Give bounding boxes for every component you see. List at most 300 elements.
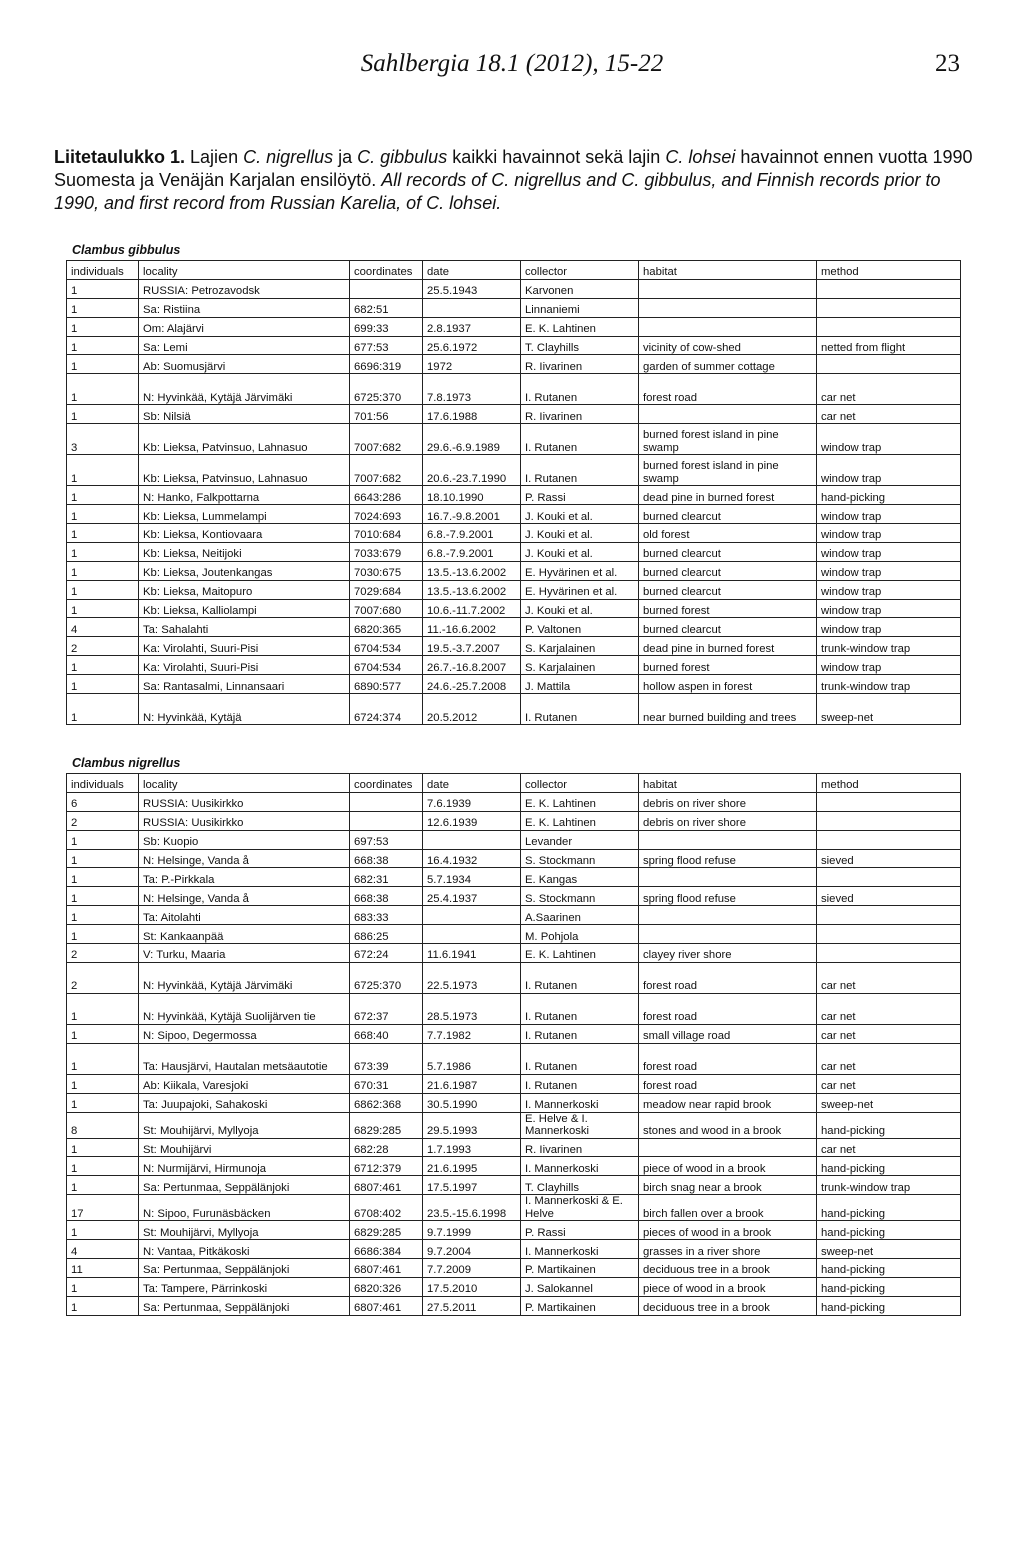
table-row xyxy=(67,1221,961,1240)
cell-collector: R. Iivarinen xyxy=(521,1138,639,1157)
cell-collector: I. Rutanen xyxy=(521,694,639,725)
cell-habitat: birch snag near a brook xyxy=(639,1176,817,1195)
table-row xyxy=(67,374,961,405)
cell-locality: Ka: Virolahti, Suuri-Pisi xyxy=(139,637,350,656)
cell-habitat: debris on river shore xyxy=(639,811,817,830)
cell-coordinates: 683:33 xyxy=(350,906,423,925)
table-row xyxy=(67,618,961,637)
cell-method: sweep-net xyxy=(817,1240,961,1259)
cell-method: sweep-net xyxy=(817,694,961,725)
cell-collector: P. Martikainen xyxy=(521,1259,639,1278)
cell-coordinates: 6820:365 xyxy=(350,618,423,637)
cell-habitat: burned clearcut xyxy=(639,580,817,599)
cell-habitat: deciduous tree in a brook xyxy=(639,1296,817,1315)
cell-collector: T. Clayhills xyxy=(521,336,639,355)
column-header-habitat: habitat xyxy=(639,774,817,793)
table-row xyxy=(67,1296,961,1315)
cell-method xyxy=(817,298,961,317)
cell-date: 20.6.-23.7.1990 xyxy=(423,455,521,486)
cell-date: 17.5.1997 xyxy=(423,1176,521,1195)
cell-collector: J. Salokannel xyxy=(521,1277,639,1296)
cell-method xyxy=(817,944,961,963)
cell-coordinates: 672:24 xyxy=(350,944,423,963)
cell-date: 19.5.-3.7.2007 xyxy=(423,637,521,656)
cell-locality: Kb: Lieksa, Joutenkangas xyxy=(139,561,350,580)
cell-individuals: 1 xyxy=(67,1157,139,1176)
column-header-date: date xyxy=(423,261,521,280)
cell-method xyxy=(817,279,961,298)
table-row xyxy=(67,505,961,524)
cell-method xyxy=(817,925,961,944)
cell-habitat: burned forest island in pine swamp xyxy=(639,455,817,486)
table-row xyxy=(67,486,961,505)
cell-habitat: birch fallen over a brook xyxy=(639,1195,817,1221)
cell-individuals: 4 xyxy=(67,618,139,637)
cell-locality: Sb: Nilsiä xyxy=(139,405,350,424)
cell-collector: E. K. Lahtinen xyxy=(521,317,639,336)
cell-date: 24.6.-25.7.2008 xyxy=(423,675,521,694)
cell-collector: E. K. Lahtinen xyxy=(521,944,639,963)
cell-method: window trap xyxy=(817,424,961,455)
cell-method: car net xyxy=(817,1024,961,1043)
cell-method: window trap xyxy=(817,656,961,675)
table-header-row xyxy=(67,774,961,793)
cell-coordinates: 6807:461 xyxy=(350,1176,423,1195)
cell-date: 5.7.1934 xyxy=(423,868,521,887)
table-row xyxy=(67,1240,961,1259)
cell-habitat: burned clearcut xyxy=(639,505,817,524)
cell-method xyxy=(817,792,961,811)
table-row xyxy=(67,944,961,963)
cell-habitat: small village road xyxy=(639,1024,817,1043)
cell-locality: Ta: Sahalahti xyxy=(139,618,350,637)
table-row xyxy=(67,792,961,811)
cell-individuals: 1 xyxy=(67,1296,139,1315)
cell-habitat: dead pine in burned forest xyxy=(639,486,817,505)
cell-locality: St: Mouhijärvi, Myllyoja xyxy=(139,1112,350,1138)
cell-locality: Sa: Rantasalmi, Linnansaari xyxy=(139,675,350,694)
cell-coordinates: 6862:368 xyxy=(350,1093,423,1112)
cell-date: 30.5.1990 xyxy=(423,1093,521,1112)
column-header-collector: collector xyxy=(521,261,639,280)
column-header-individuals: individuals xyxy=(67,774,139,793)
cell-coordinates: 682:28 xyxy=(350,1138,423,1157)
cell-date: 5.7.1986 xyxy=(423,1043,521,1074)
cell-locality: N: Hyvinkää, Kytäjä xyxy=(139,694,350,725)
cell-method: window trap xyxy=(817,561,961,580)
cell-locality: RUSSIA: Petrozavodsk xyxy=(139,279,350,298)
table-row xyxy=(67,1024,961,1043)
table-caption xyxy=(54,146,974,215)
cell-method: window trap xyxy=(817,524,961,543)
cell-individuals: 1 xyxy=(67,675,139,694)
table-row xyxy=(67,993,961,1024)
cell-individuals: 1 xyxy=(67,1138,139,1157)
table-row xyxy=(67,1043,961,1074)
cell-habitat: debris on river shore xyxy=(639,792,817,811)
column-header-individuals: individuals xyxy=(67,261,139,280)
cell-individuals: 1 xyxy=(67,355,139,374)
cell-locality: Kb: Lieksa, Kontiovaara xyxy=(139,524,350,543)
column-header-locality: locality xyxy=(139,774,350,793)
cell-locality: N: Vantaa, Pitkäkoski xyxy=(139,1240,350,1259)
cell-coordinates: 682:31 xyxy=(350,868,423,887)
cell-coordinates: 7029:684 xyxy=(350,580,423,599)
table-row xyxy=(67,1112,961,1138)
cell-individuals: 1 xyxy=(67,1093,139,1112)
cell-habitat: deciduous tree in a brook xyxy=(639,1259,817,1278)
cell-locality: Ab: Suomusjärvi xyxy=(139,355,350,374)
cell-date: 28.5.1973 xyxy=(423,993,521,1024)
cell-habitat xyxy=(639,405,817,424)
cell-individuals: 1 xyxy=(67,694,139,725)
table-row xyxy=(67,424,961,455)
table-row xyxy=(67,849,961,868)
cell-collector: T. Clayhills xyxy=(521,1176,639,1195)
cell-date: 11.6.1941 xyxy=(423,944,521,963)
cell-individuals: 17 xyxy=(67,1195,139,1221)
cell-individuals: 1 xyxy=(67,317,139,336)
cell-locality: N: Sipoo, Furunäsbäcken xyxy=(139,1195,350,1221)
cell-method: window trap xyxy=(817,580,961,599)
cell-coordinates: 673:39 xyxy=(350,1043,423,1074)
column-header-method: method xyxy=(817,261,961,280)
cell-individuals: 1 xyxy=(67,868,139,887)
cell-habitat xyxy=(639,298,817,317)
cell-method: car net xyxy=(817,1138,961,1157)
table-row xyxy=(67,455,961,486)
cell-individuals: 1 xyxy=(67,279,139,298)
cell-individuals: 6 xyxy=(67,792,139,811)
cell-individuals: 1 xyxy=(67,656,139,675)
cell-coordinates: 6829:285 xyxy=(350,1112,423,1138)
cell-coordinates: 6708:402 xyxy=(350,1195,423,1221)
cell-individuals: 1 xyxy=(67,542,139,561)
cell-date: 22.5.1973 xyxy=(423,962,521,993)
cell-method xyxy=(817,906,961,925)
cell-habitat: old forest xyxy=(639,524,817,543)
cell-date: 6.8.-7.9.2001 xyxy=(423,524,521,543)
table-row xyxy=(67,1195,961,1221)
cell-habitat xyxy=(639,830,817,849)
column-header-method: method xyxy=(817,774,961,793)
column-header-date: date xyxy=(423,774,521,793)
cell-individuals: 2 xyxy=(67,962,139,993)
cell-habitat: hollow aspen in forest xyxy=(639,675,817,694)
cell-habitat: dead pine in burned forest xyxy=(639,637,817,656)
cell-locality: RUSSIA: Uusikirkko xyxy=(139,792,350,811)
cell-collector: I. Rutanen xyxy=(521,993,639,1024)
cell-date: 2.8.1937 xyxy=(423,317,521,336)
cell-individuals: 1 xyxy=(67,1074,139,1093)
cell-individuals: 1 xyxy=(67,887,139,906)
cell-habitat: burned clearcut xyxy=(639,561,817,580)
cell-date: 25.4.1937 xyxy=(423,887,521,906)
cell-method xyxy=(817,830,961,849)
cell-habitat: piece of wood in a brook xyxy=(639,1277,817,1296)
cell-collector: Levander xyxy=(521,830,639,849)
cell-individuals: 1 xyxy=(67,1043,139,1074)
cell-locality: Ab: Kiikala, Varesjoki xyxy=(139,1074,350,1093)
cell-coordinates xyxy=(350,792,423,811)
cell-date: 25.6.1972 xyxy=(423,336,521,355)
cell-individuals: 11 xyxy=(67,1259,139,1278)
cell-date: 9.7.1999 xyxy=(423,1221,521,1240)
table-row xyxy=(67,336,961,355)
table-row xyxy=(67,1074,961,1093)
cell-individuals: 1 xyxy=(67,1176,139,1195)
table-row xyxy=(67,1093,961,1112)
cell-individuals: 1 xyxy=(67,505,139,524)
cell-individuals: 1 xyxy=(67,561,139,580)
cell-habitat xyxy=(639,906,817,925)
cell-date: 18.10.1990 xyxy=(423,486,521,505)
cell-habitat xyxy=(639,317,817,336)
cell-method xyxy=(817,811,961,830)
cell-coordinates: 6807:461 xyxy=(350,1296,423,1315)
cell-coordinates: 7030:675 xyxy=(350,561,423,580)
cell-date xyxy=(423,830,521,849)
table-row xyxy=(67,906,961,925)
cell-method: hand-picking xyxy=(817,1296,961,1315)
section-title-nigrellus: Clambus nigrellus xyxy=(72,756,181,770)
cell-coordinates: 682:51 xyxy=(350,298,423,317)
cell-individuals: 3 xyxy=(67,424,139,455)
cell-coordinates: 668:38 xyxy=(350,849,423,868)
table-row xyxy=(67,962,961,993)
cell-coordinates: 6829:285 xyxy=(350,1221,423,1240)
cell-coordinates xyxy=(350,811,423,830)
cell-date: 29.6.-6.9.1989 xyxy=(423,424,521,455)
cell-habitat: piece of wood in a brook xyxy=(639,1157,817,1176)
cell-date: 9.7.2004 xyxy=(423,1240,521,1259)
cell-date: 27.5.2011 xyxy=(423,1296,521,1315)
cell-coordinates: 670:31 xyxy=(350,1074,423,1093)
cell-method: hand-picking xyxy=(817,1277,961,1296)
cell-individuals: 1 xyxy=(67,906,139,925)
table-row xyxy=(67,868,961,887)
cell-collector: Karvonen xyxy=(521,279,639,298)
cell-locality: St: Mouhijärvi, Myllyoja xyxy=(139,1221,350,1240)
running-head: Sahlbergia 18.1 (2012), 15-22 xyxy=(360,50,664,77)
cell-locality: Ta: Aitolahti xyxy=(139,906,350,925)
cell-locality: Ta: Tampere, Pärrinkoski xyxy=(139,1277,350,1296)
cell-coordinates: 6696:319 xyxy=(350,355,423,374)
column-header-habitat: habitat xyxy=(639,261,817,280)
cell-individuals: 1 xyxy=(67,486,139,505)
cell-coordinates xyxy=(350,279,423,298)
cell-collector: I. Rutanen xyxy=(521,1074,639,1093)
table-row xyxy=(67,279,961,298)
cell-coordinates: 699:33 xyxy=(350,317,423,336)
cell-coordinates: 6704:534 xyxy=(350,656,423,675)
cell-habitat xyxy=(639,868,817,887)
cell-collector: I. Mannerkoski xyxy=(521,1157,639,1176)
table-row xyxy=(67,1138,961,1157)
table-row xyxy=(67,656,961,675)
cell-method: window trap xyxy=(817,618,961,637)
cell-locality: N: Helsinge, Vanda å xyxy=(139,849,350,868)
cell-coordinates: 7010:684 xyxy=(350,524,423,543)
cell-collector: I. Rutanen xyxy=(521,424,639,455)
cell-collector: J. Kouki et al. xyxy=(521,599,639,618)
cell-date: 7.6.1939 xyxy=(423,792,521,811)
cell-collector: J. Mattila xyxy=(521,675,639,694)
cell-locality: Kb: Lieksa, Lummelampi xyxy=(139,505,350,524)
cell-locality: N: Hyvinkää, Kytäjä Suolijärven tie xyxy=(139,993,350,1024)
cell-collector: R. Iivarinen xyxy=(521,405,639,424)
table-row xyxy=(67,637,961,656)
cell-method: hand-picking xyxy=(817,1112,961,1138)
cell-method: car net xyxy=(817,374,961,405)
cell-individuals: 4 xyxy=(67,1240,139,1259)
cell-locality: St: Kankaanpää xyxy=(139,925,350,944)
cell-locality: Sa: Ristiina xyxy=(139,298,350,317)
cell-collector: I. Rutanen xyxy=(521,1024,639,1043)
cell-date: 16.7.-9.8.2001 xyxy=(423,505,521,524)
cell-coordinates: 7007:680 xyxy=(350,599,423,618)
cell-habitat: grasses in a river shore xyxy=(639,1240,817,1259)
cell-individuals: 2 xyxy=(67,811,139,830)
cell-method: window trap xyxy=(817,542,961,561)
table-body xyxy=(67,792,961,1315)
table-nigrellus xyxy=(66,773,961,1316)
cell-locality: N: Hyvinkää, Kytäjä Järvimäki xyxy=(139,374,350,405)
table-row xyxy=(67,580,961,599)
cell-collector: E. Hyvärinen et al. xyxy=(521,561,639,580)
cell-collector: I. Rutanen xyxy=(521,1043,639,1074)
cell-collector: E. Helve & I. Mannerkoski xyxy=(521,1112,639,1138)
cell-collector: P. Rassi xyxy=(521,486,639,505)
cell-habitat: forest road xyxy=(639,1074,817,1093)
cell-habitat: burned forest island in pine swamp xyxy=(639,424,817,455)
cell-collector: P. Martikainen xyxy=(521,1296,639,1315)
caption-english: All records of C. nigrellus and C. gibbulus, and Finnish records prior to 1990, and first record from Russian Karelia, of C. lohsei. xyxy=(54,170,941,213)
cell-locality: St: Mouhijärvi xyxy=(139,1138,350,1157)
cell-individuals: 1 xyxy=(67,599,139,618)
cell-collector: R. Iivarinen xyxy=(521,355,639,374)
cell-date: 7.7.1982 xyxy=(423,1024,521,1043)
cell-method xyxy=(817,868,961,887)
cell-habitat: stones and wood in a brook xyxy=(639,1112,817,1138)
cell-habitat xyxy=(639,1138,817,1157)
table-row xyxy=(67,355,961,374)
cell-method: trunk-window trap xyxy=(817,637,961,656)
cell-collector: S. Stockmann xyxy=(521,887,639,906)
cell-individuals: 2 xyxy=(67,944,139,963)
cell-collector: I. Rutanen xyxy=(521,374,639,405)
cell-date: 11.-16.6.2002 xyxy=(423,618,521,637)
cell-collector: E. K. Lahtinen xyxy=(521,792,639,811)
cell-coordinates: 6686:384 xyxy=(350,1240,423,1259)
cell-date: 1.7.1993 xyxy=(423,1138,521,1157)
cell-method xyxy=(817,355,961,374)
cell-locality: N: Sipoo, Degermossa xyxy=(139,1024,350,1043)
cell-individuals: 1 xyxy=(67,993,139,1024)
cell-collector: M. Pohjola xyxy=(521,925,639,944)
cell-date: 26.7.-16.8.2007 xyxy=(423,656,521,675)
column-header-collector: collector xyxy=(521,774,639,793)
cell-individuals: 1 xyxy=(67,830,139,849)
table-row xyxy=(67,524,961,543)
cell-collector: I. Mannerkoski & E. Helve xyxy=(521,1195,639,1221)
cell-locality: Ta: P.-Pirkkala xyxy=(139,868,350,887)
cell-collector: I. Mannerkoski xyxy=(521,1093,639,1112)
cell-collector: P. Rassi xyxy=(521,1221,639,1240)
cell-method: car net xyxy=(817,993,961,1024)
cell-coordinates: 701:56 xyxy=(350,405,423,424)
cell-locality: Kb: Lieksa, Patvinsuo, Lahnasuo xyxy=(139,424,350,455)
table-row xyxy=(67,599,961,618)
cell-coordinates: 668:40 xyxy=(350,1024,423,1043)
cell-date: 13.5.-13.6.2002 xyxy=(423,561,521,580)
cell-method: sweep-net xyxy=(817,1093,961,1112)
caption-fi-species-2: C. gibbulus xyxy=(357,147,448,167)
cell-method: hand-picking xyxy=(817,1157,961,1176)
cell-habitat: burned forest xyxy=(639,599,817,618)
cell-collector: S. Stockmann xyxy=(521,849,639,868)
cell-individuals: 1 xyxy=(67,580,139,599)
cell-coordinates: 697:53 xyxy=(350,830,423,849)
cell-collector: J. Kouki et al. xyxy=(521,542,639,561)
caption-fi-1: Lajien xyxy=(185,147,244,167)
cell-coordinates: 6890:577 xyxy=(350,675,423,694)
cell-locality: Ta: Juupajoki, Sahakoski xyxy=(139,1093,350,1112)
table-row xyxy=(67,1176,961,1195)
cell-date: 25.5.1943 xyxy=(423,279,521,298)
cell-locality: Kb: Lieksa, Neitijoki xyxy=(139,542,350,561)
table-header-row xyxy=(67,261,961,280)
cell-habitat: meadow near rapid brook xyxy=(639,1093,817,1112)
cell-method: window trap xyxy=(817,599,961,618)
cell-method xyxy=(817,317,961,336)
cell-locality: Sa: Lemi xyxy=(139,336,350,355)
cell-habitat xyxy=(639,925,817,944)
cell-individuals: 1 xyxy=(67,455,139,486)
cell-coordinates: 6704:534 xyxy=(350,637,423,656)
cell-locality: Ka: Virolahti, Suuri-Pisi xyxy=(139,656,350,675)
table-row xyxy=(67,1259,961,1278)
cell-habitat: garden of summer cottage xyxy=(639,355,817,374)
cell-method: hand-picking xyxy=(817,1259,961,1278)
cell-locality: Om: Alajärvi xyxy=(139,317,350,336)
cell-date xyxy=(423,298,521,317)
cell-date: 7.7.2009 xyxy=(423,1259,521,1278)
table-row xyxy=(67,1157,961,1176)
cell-locality: Kb: Lieksa, Maitopuro xyxy=(139,580,350,599)
cell-date: 29.5.1993 xyxy=(423,1112,521,1138)
cell-date: 1972 xyxy=(423,355,521,374)
cell-individuals: 1 xyxy=(67,374,139,405)
page-number: 23 xyxy=(935,50,960,77)
cell-habitat: forest road xyxy=(639,962,817,993)
cell-method: hand-picking xyxy=(817,1195,961,1221)
cell-locality: N: Nurmijärvi, Hirmunoja xyxy=(139,1157,350,1176)
cell-locality: Sb: Kuopio xyxy=(139,830,350,849)
cell-habitat xyxy=(639,279,817,298)
cell-collector: I. Rutanen xyxy=(521,455,639,486)
cell-coordinates: 6725:370 xyxy=(350,374,423,405)
cell-collector: J. Kouki et al. xyxy=(521,524,639,543)
cell-date: 21.6.1987 xyxy=(423,1074,521,1093)
cell-coordinates: 672:37 xyxy=(350,993,423,1024)
table-row xyxy=(67,675,961,694)
cell-collector: I. Mannerkoski xyxy=(521,1240,639,1259)
cell-date: 17.5.2010 xyxy=(423,1277,521,1296)
cell-coordinates: 7007:682 xyxy=(350,424,423,455)
cell-collector: E. Kangas xyxy=(521,868,639,887)
cell-habitat: vicinity of cow-shed xyxy=(639,336,817,355)
